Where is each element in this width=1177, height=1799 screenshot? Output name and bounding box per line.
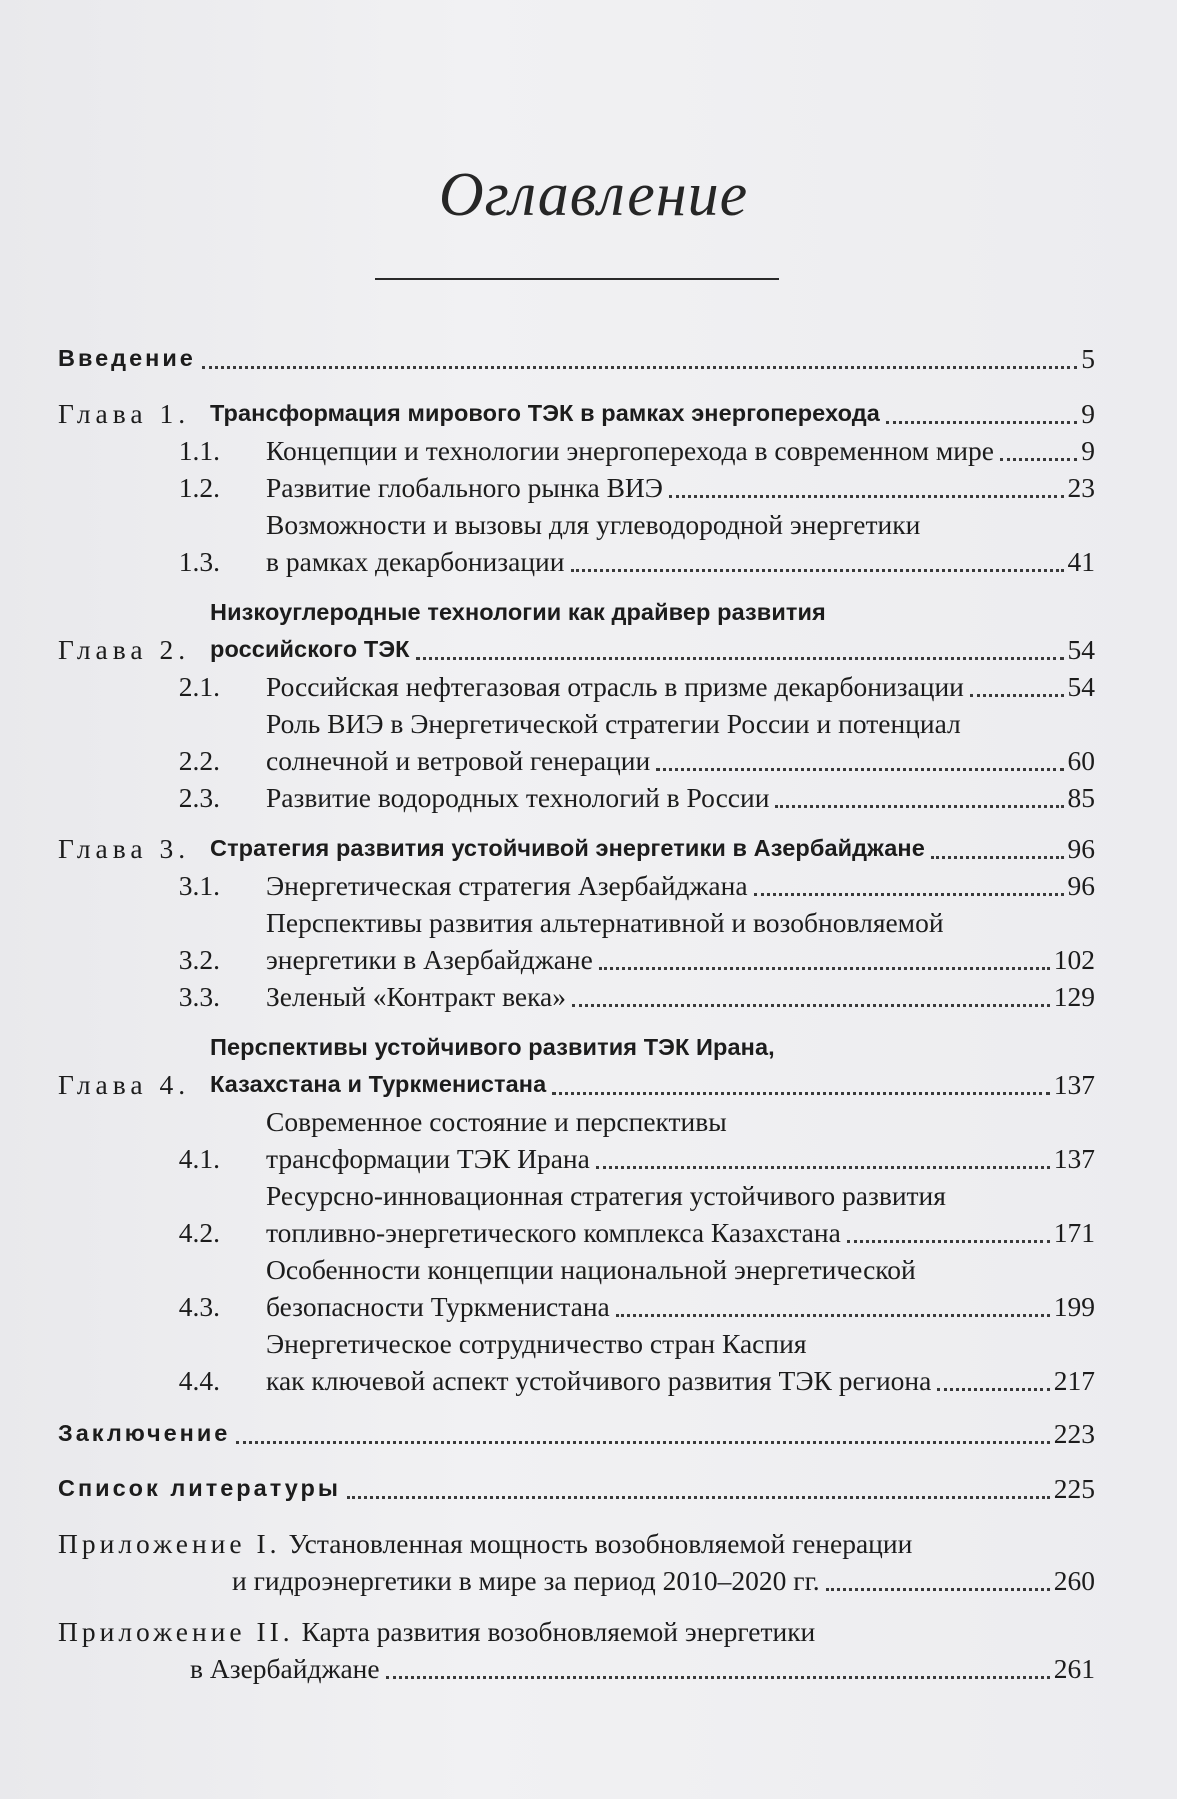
entry-title: Современное состояние и перспективы: [266, 1106, 727, 1137]
page-number: 96: [1067, 833, 1095, 864]
page-number: 54: [1067, 671, 1095, 702]
dot-leader: [347, 1496, 1050, 1499]
page-number: 96: [1067, 870, 1095, 901]
entry-title: энергетики в Азербайджане: [266, 944, 593, 975]
entry-line: [266, 1140, 1095, 1177]
page-number: 129: [1053, 981, 1095, 1012]
spacer: [58, 1452, 1095, 1470]
dot-leader: [656, 768, 1063, 771]
page-number: 9: [1081, 435, 1095, 466]
entry-text: [266, 1325, 1095, 1399]
entry-line: [58, 1613, 1095, 1650]
entry-text: [58, 1415, 1095, 1452]
dot-leader: [931, 856, 1064, 859]
entry-title: Установленная мощность возобновляемой генерации: [288, 1528, 913, 1559]
entry-line: [266, 742, 1095, 779]
page-number: 260: [1053, 1565, 1095, 1596]
section-number: 3.2.: [178, 944, 220, 975]
entry-title: Энергетическое сотрудничество стран Каспия: [266, 1328, 807, 1359]
entry-title: солнечной и ветровой генерации: [266, 745, 651, 776]
chapter-number: Глава 1.: [58, 398, 191, 429]
entry-title: и гидроэнергетики в мире за период 2010–2020 гг.: [232, 1565, 820, 1596]
entry-line: [266, 1362, 1095, 1399]
page-number: 261: [1053, 1653, 1095, 1684]
entry-text: [58, 340, 1095, 377]
entry-line: [210, 395, 1095, 432]
entry-line: [266, 1325, 1095, 1362]
entry-title: Концепции и технологии энергоперехода в современном мире: [266, 435, 994, 466]
dot-leader: [775, 805, 1063, 808]
entry-line: [210, 1029, 1095, 1066]
title-underline: [375, 278, 779, 280]
dot-leader: [202, 366, 1077, 369]
dot-leader: [386, 1676, 1050, 1679]
entry-line: [58, 1525, 1095, 1562]
section-number: 4.1.: [178, 1143, 220, 1174]
toc-entry-section[interactable]: [58, 668, 1095, 705]
entry-title: в Азербайджане: [190, 1653, 380, 1684]
entry-line: [58, 1650, 1095, 1687]
entry-text: [210, 395, 1095, 432]
page-number: 23: [1067, 472, 1095, 503]
entry-line: [266, 941, 1095, 978]
entry-title: в рамках декарбонизации: [266, 546, 565, 577]
entry-line: [266, 432, 1095, 469]
entry-text: [266, 779, 1095, 816]
page-number: 217: [1053, 1365, 1095, 1396]
entry-title: Трансформация мирового ТЭК в рамках энергоперехода: [210, 400, 880, 426]
dot-leader: [572, 1004, 1050, 1007]
spacer: [58, 1015, 1095, 1029]
page-number: 102: [1053, 944, 1095, 975]
entry-title: топливно-энергетического комплекса Казахстана: [266, 1217, 841, 1248]
entry-text: [266, 668, 1095, 705]
entry-text: [210, 594, 1095, 668]
chapter-number: Глава 4.: [58, 1069, 191, 1100]
dot-leader: [937, 1388, 1049, 1391]
section-number: 1.2.: [178, 472, 220, 503]
entry-text: [266, 978, 1095, 1015]
entry-title: Возможности и вызовы для углеводородной энергетики: [266, 509, 921, 540]
toc-entry-section[interactable]: [58, 469, 1095, 506]
entry-line: [266, 1177, 1095, 1214]
spacer: [58, 580, 1095, 594]
entry-line: [210, 631, 1095, 668]
entry-line: [266, 705, 1095, 742]
page-number: 171: [1053, 1217, 1095, 1248]
entry-title: Перспективы устойчивого развития ТЭК Ирана,: [210, 1034, 775, 1060]
toc-entry-section[interactable]: [58, 1103, 1095, 1177]
dot-leader: [236, 1441, 1049, 1444]
entry-line: [210, 830, 1095, 867]
entry-title: Зеленый «Контракт века»: [266, 981, 567, 1012]
entry-title: Роль ВИЭ в Энергетической стратегии России и потенциал: [266, 708, 961, 739]
dot-leader: [754, 893, 1064, 896]
entry-title: как ключевой аспект устойчивого развития ТЭК региона: [266, 1365, 932, 1396]
dot-leader: [552, 1092, 1049, 1095]
page-number: 137: [1053, 1069, 1095, 1100]
entry-title: безопасности Туркменистана: [266, 1291, 610, 1322]
toc-entry-section[interactable]: [58, 506, 1095, 580]
page-number: 5: [1081, 343, 1095, 374]
dot-leader: [847, 1240, 1050, 1243]
entry-title: Карта развития возобновляемой энергетики: [301, 1616, 816, 1647]
toc-entry-section[interactable]: [58, 779, 1095, 816]
entry-title: российского ТЭК: [210, 636, 410, 662]
chapter-number: Глава 2.: [58, 634, 191, 665]
entry-text: [58, 1470, 1095, 1507]
section-number: 1.3.: [178, 546, 220, 577]
section-number: 4.4.: [178, 1365, 220, 1396]
entry-text: [266, 1103, 1095, 1177]
entry-text: [266, 469, 1095, 506]
page-number: 41: [1067, 546, 1095, 577]
entry-text: [58, 1525, 1095, 1599]
section-number: 2.3.: [178, 782, 220, 813]
entry-text: [58, 1613, 1095, 1687]
toc-entry-intro[interactable]: [58, 340, 1095, 377]
entry-line: [266, 543, 1095, 580]
dot-leader: [1000, 458, 1077, 461]
toc-entry-section[interactable]: [58, 978, 1095, 1015]
toc-entry-chapter[interactable]: [58, 1029, 1095, 1103]
toc-entry-conclusion[interactable]: [58, 1415, 1095, 1452]
entry-line: [58, 1415, 1095, 1452]
table-of-contents: [58, 340, 1095, 1701]
dot-leader: [616, 1314, 1050, 1317]
entry-line: [266, 668, 1095, 705]
entry-line: [266, 779, 1095, 816]
entry-title: Заключение: [58, 1420, 231, 1446]
entry-title: Список литературы: [58, 1475, 341, 1501]
toc-entry-references[interactable]: [58, 1470, 1095, 1507]
page-number: 85: [1067, 782, 1095, 813]
entry-text: [210, 1029, 1095, 1103]
section-number: 3.1.: [178, 870, 220, 901]
entry-text: [266, 1251, 1095, 1325]
entry-title: Перспективы развития альтернативной и возобновляемой: [266, 907, 944, 938]
page-number: 60: [1067, 745, 1095, 776]
dot-leader: [416, 657, 1064, 660]
spacer: [58, 1687, 1095, 1701]
entry-text: [266, 1177, 1095, 1251]
toc-entry-chapter[interactable]: [58, 594, 1095, 668]
dot-leader: [826, 1588, 1050, 1591]
entry-title: Ресурсно-инновационная стратегия устойчивого развития: [266, 1180, 946, 1211]
section-number: 1.1.: [178, 435, 220, 466]
entry-line: [58, 1470, 1095, 1507]
page-number: 199: [1053, 1291, 1095, 1322]
entry-line: [266, 506, 1095, 543]
entry-title: Стратегия развития устойчивой энергетики в Азербайджане: [210, 835, 925, 861]
entry-line: [210, 1066, 1095, 1103]
toc-entry-section[interactable]: [58, 904, 1095, 978]
entry-title: Низкоуглеродные технологии как драйвер развития: [210, 599, 826, 625]
entry-line: [210, 594, 1095, 631]
entry-text: [210, 830, 1095, 867]
entry-line: [266, 1288, 1095, 1325]
entry-text: [266, 904, 1095, 978]
page-number: 137: [1053, 1143, 1095, 1174]
spacer: [58, 377, 1095, 395]
dot-leader: [886, 421, 1077, 424]
appendix-label: Приложение I.: [58, 1528, 281, 1559]
toc-entry-section[interactable]: [58, 867, 1095, 904]
section-number: 2.2.: [178, 745, 220, 776]
entry-text: [266, 432, 1095, 469]
entry-text: [266, 705, 1095, 779]
page-title: Оглавление: [438, 161, 749, 229]
entry-line: [266, 1214, 1095, 1251]
entry-title: Российская нефтегазовая отрасль в призме декарбонизации: [266, 671, 964, 702]
section-number: 4.2.: [178, 1217, 220, 1248]
spacer: [58, 816, 1095, 830]
dot-leader: [596, 1166, 1050, 1169]
spacer: [58, 1599, 1095, 1613]
spacer: [58, 1507, 1095, 1525]
spacer: [58, 1399, 1095, 1413]
dot-leader: [599, 967, 1050, 970]
page-number: 225: [1053, 1473, 1095, 1504]
page-number: 54: [1067, 634, 1095, 665]
toc-entry-section[interactable]: [58, 705, 1095, 779]
entry-title: Развитие водородных технологий в России: [266, 782, 770, 813]
page-number: 9: [1081, 398, 1095, 429]
appendix-label: Приложение II.: [58, 1616, 294, 1647]
entry-line: [266, 904, 1095, 941]
toc-entry-appendix[interactable]: [58, 1525, 1095, 1599]
entry-title: Казахстана и Туркменистана: [210, 1071, 547, 1097]
entry-title: Особенности концепции национальной энергетической: [266, 1254, 916, 1285]
entry-line: [266, 978, 1095, 1015]
toc-entry-section[interactable]: [58, 1177, 1095, 1251]
entry-line: [266, 1251, 1095, 1288]
entry-title: Введение: [58, 345, 196, 371]
toc-entry-section[interactable]: [58, 1325, 1095, 1399]
entry-title: Развитие глобального рынка ВИЭ: [266, 472, 663, 503]
entry-line: [266, 1103, 1095, 1140]
dot-leader: [970, 694, 1064, 697]
dot-leader: [669, 495, 1064, 498]
entry-title: трансформации ТЭК Ирана: [266, 1143, 590, 1174]
toc-entry-chapter[interactable]: [58, 830, 1095, 867]
entry-title: Энергетическая стратегия Азербайджана: [266, 870, 748, 901]
entry-line: [266, 867, 1095, 904]
entry-line: [266, 469, 1095, 506]
entry-line: [58, 1562, 1095, 1599]
dot-leader: [571, 569, 1064, 572]
chapter-number: Глава 3.: [58, 833, 191, 864]
toc-entry-chapter[interactable]: [58, 395, 1095, 432]
section-number: 4.3.: [178, 1291, 220, 1322]
entry-text: [266, 506, 1095, 580]
entry-text: [266, 867, 1095, 904]
toc-entry-appendix[interactable]: [58, 1613, 1095, 1687]
page-number: 223: [1053, 1418, 1095, 1449]
section-number: 2.1.: [178, 671, 220, 702]
toc-entry-section[interactable]: [58, 1251, 1095, 1325]
toc-entry-section[interactable]: [58, 432, 1095, 469]
section-number: 3.3.: [178, 981, 220, 1012]
entry-line: [58, 340, 1095, 377]
